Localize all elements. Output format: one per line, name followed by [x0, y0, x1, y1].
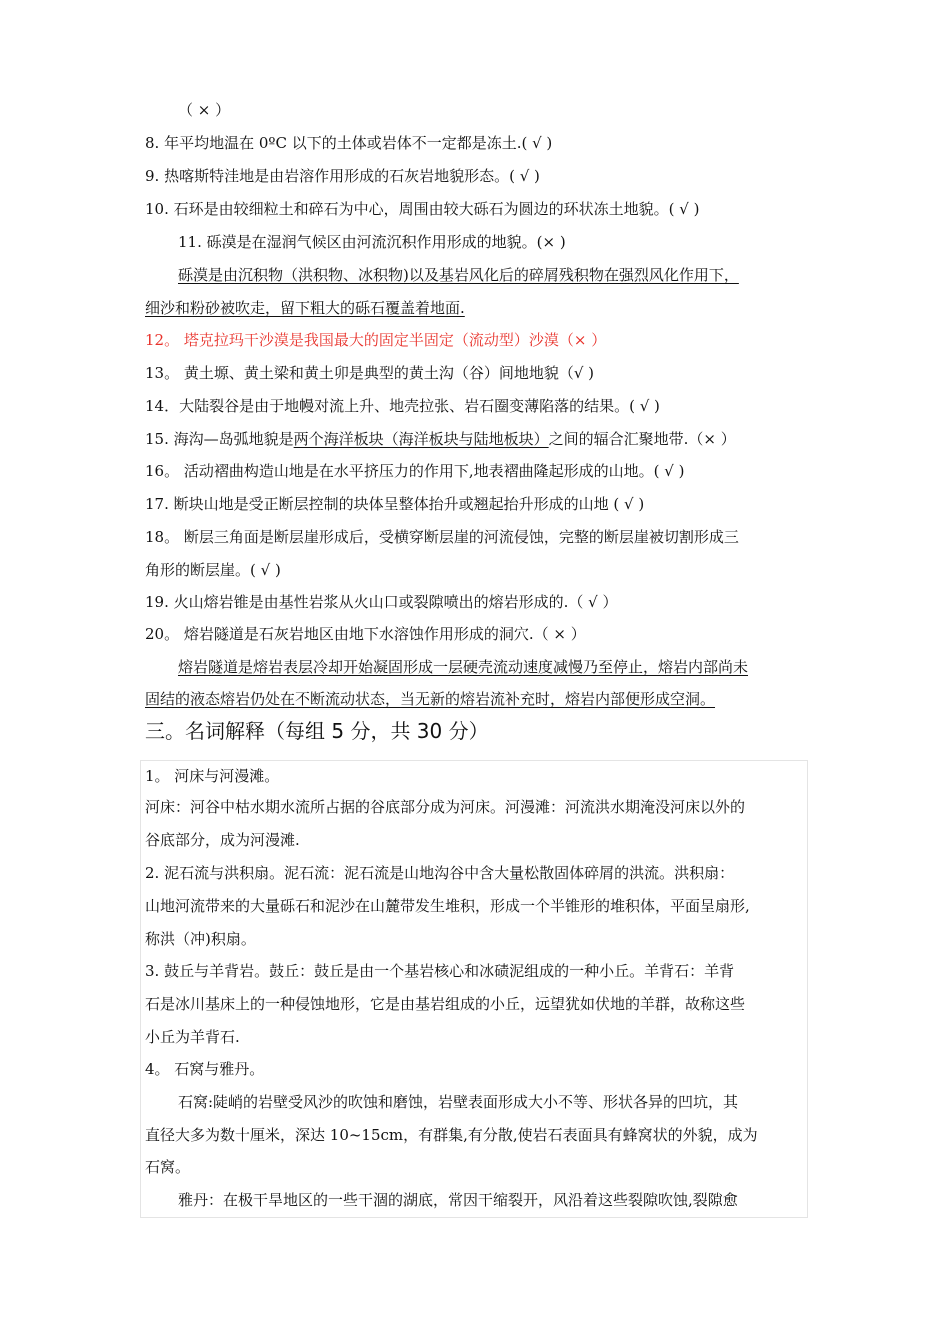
item-15-text-a: 15. 海沟—岛弧地貌是 [145, 430, 294, 448]
item-14: 14．大陆裂谷是由于地幔对流上升、地壳拉张、岩石圈变薄陷落的结果。( √ ) [145, 397, 660, 415]
def-3-line-1: 3. 鼓丘与羊背岩。鼓丘：鼓丘是由一个基岩核心和冰碛泥组成的一种小丘。羊背石：羊背 [145, 962, 735, 980]
def-4-line-2: 直径大多为数十厘米，深达 10~15cm，有群集,有分散,使岩石表面具有蜂窝状的外貌，成为 [145, 1126, 758, 1144]
item-20-explanation-1: 熔岩隧道是熔岩表层冷却开始凝固形成一层硬壳流动速度减慢乃至停止，熔岩内部尚未 [178, 658, 749, 676]
item-9: 9. 热喀斯特洼地是由岩溶作用形成的石灰岩地貌形态。( √ ) [145, 167, 540, 185]
def-4-line-1: 石窝:陡峭的岩壁受风沙的吹蚀和磨蚀，岩壁表面形成大小不等、形状各异的凹坑，其 [178, 1093, 739, 1111]
item-18-line-2: 角形的断层崖。( √ ) [145, 561, 281, 579]
def-4-line-3: 石窝。 [145, 1158, 191, 1176]
def-2-line-1: 2. 泥石流与洪积扇。泥石流：泥石流是山地沟谷中含大量松散固体碎屑的洪流。洪积扇： [145, 864, 735, 882]
item-13: 13。 黄土塬、黄土梁和黄土卯是典型的黄土沟（谷）间地地貌（√ ) [145, 364, 595, 382]
item-15-text-underlined: 两个海洋板块（海洋板块与陆地板块） [293, 430, 549, 448]
item-20-explanation-2: 固结的液态熔岩仍处在不断流动状态，当无新的熔岩流补充时，熔岩内部便形成空洞。 [145, 690, 716, 708]
def-1-line-2: 谷底部分，成为河漫滩. [145, 831, 300, 849]
item-16: 16。 活动褶曲构造山地是在水平挤压力的作用下,地表褶曲隆起形成的山地。( √ ) [145, 462, 685, 480]
item-12: 12。 塔克拉玛干沙漠是我国最大的固定半固定（流动型）沙漠（× ） [145, 331, 607, 349]
item-18-line-1: 18。 断层三角面是断层崖形成后，受横穿断层崖的河流侵蚀，完整的断层崖被切割形成三 [145, 528, 739, 546]
item-7-answer: （ × ） [178, 101, 231, 119]
item-8: 8. 年平均地温在 0ºC 以下的土体或岩体不一定都是冻土.( √ ) [145, 134, 553, 152]
item-17: 17. 断块山地是受正断层控制的块体呈整体抬升或翘起抬升形成的山地 ( √ ) [145, 495, 645, 513]
item-11-explanation-1: 砾漠是由沉积物（洪积物、冰积物)以及基岩风化后的碎屑残积物在强烈风化作用下， [178, 266, 739, 284]
section-heading: 三。名词解释（每组 5 分，共 30 分） [145, 719, 489, 743]
def-2-line-2: 山地河流带来的大量砾石和泥沙在山麓带发生堆积，形成一个半锥形的堆积体，平面呈扇形, [145, 897, 750, 915]
item-15-text-c: 之间的辐合汇聚地带.（× ） [548, 430, 736, 448]
def-2-line-3: 称洪（冲)积扇。 [145, 930, 256, 948]
def-3-line-3: 小丘为羊背石. [145, 1028, 240, 1046]
item-10: 10. 石环是由较细粒土和碎石为中心，周围由较大砾石为圆边的环状冻土地貌。( √ ) [145, 200, 700, 218]
item-11-explanation-2: 细沙和粉砂被吹走，留下粗大的砾石覆盖着地面. [145, 299, 465, 317]
def-1-title: 1。 河床与河漫滩。 [145, 767, 280, 785]
item-19: 19. 火山熔岩锥是由基性岩浆从火山口或裂隙喷出的熔岩形成的.（ √ ） [145, 593, 618, 611]
def-3-line-2: 石是冰川基床上的一种侵蚀地形，它是由基岩组成的小丘，远望犹如伏地的羊群，故称这些 [145, 995, 746, 1013]
item-11: 11. 砾漠是在湿润气候区由河流沉积作用形成的地貌。(× ) [178, 233, 566, 251]
item-20: 20。 熔岩隧道是石灰岩地区由地下水溶蚀作用形成的洞穴.（ × ） [145, 625, 586, 643]
def-4-title: 4。 石窝与雅丹。 [145, 1060, 265, 1078]
def-4-line-4: 雅丹：在极干旱地区的一些干涸的湖底，常因干缩裂开，风沿着这些裂隙吹蚀,裂隙愈 [178, 1191, 738, 1209]
def-1-line-1: 河床：河谷中枯水期水流所占据的谷底部分成为河床。河漫滩：河流洪水期淹没河床以外的 [145, 798, 746, 816]
item-15 [145, 428, 736, 450]
